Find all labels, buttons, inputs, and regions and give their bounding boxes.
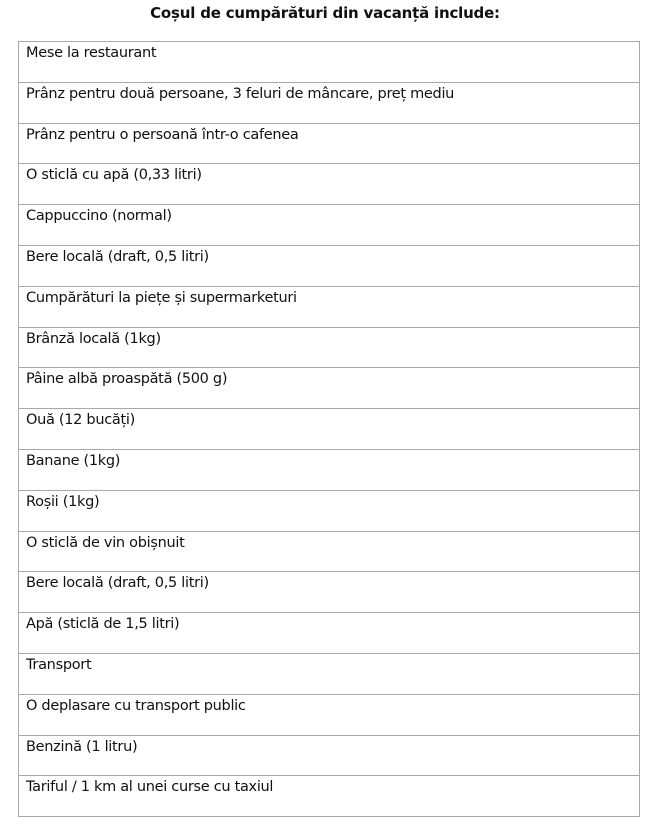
table-row [19, 409, 640, 450]
table-cell [19, 776, 640, 817]
table-row [19, 245, 640, 286]
row-text: Cumpărături la piețe și supermarketuri [26, 289, 297, 306]
document-title: Coșul de cumpărături din vacanță include: [150, 4, 500, 22]
table-cell [19, 449, 640, 490]
table-row [19, 327, 640, 368]
row-text: Prânz pentru două persoane, 3 feluri de mâncare, preț mediu [26, 85, 455, 102]
table-cell [19, 123, 640, 164]
table-cell [19, 245, 640, 286]
row-text: Bere locală (draft, 0,5 litri) [26, 575, 209, 592]
table-row [19, 164, 640, 205]
row-text: Benzină (1 litru) [26, 738, 138, 755]
table-cell [19, 490, 640, 531]
row-text: Pâine albă proaspătă (500 g) [26, 371, 228, 388]
row-text: Brânză locală (1kg) [26, 330, 161, 347]
table-cell [19, 205, 640, 246]
row-text: Banane (1kg) [26, 452, 121, 469]
row-text: Mese la restaurant [26, 45, 157, 61]
table-cell [19, 613, 640, 654]
table-row [19, 572, 640, 613]
row-text: Transport [26, 656, 92, 673]
table-cell [19, 735, 640, 776]
table-row [19, 694, 640, 735]
table-cell [19, 572, 640, 613]
table-row [19, 82, 640, 123]
table-row [19, 490, 640, 531]
table-row [19, 123, 640, 164]
table-cell [19, 531, 640, 572]
table-cell [19, 409, 640, 450]
row-text: Apă (sticlă de 1,5 litri) [26, 616, 180, 633]
row-text: Tariful / 1 km al unei curse cu taxiul [26, 779, 274, 796]
row-text: Bere locală (draft, 0,5 litri) [26, 248, 209, 265]
table-cell [19, 368, 640, 409]
table-row [19, 42, 640, 83]
shopping-basket-table [18, 41, 640, 817]
table-cell [19, 286, 640, 327]
table-row [19, 531, 640, 572]
row-text: O sticlă cu apă (0,33 litri) [26, 167, 202, 184]
table-row [19, 613, 640, 654]
table-row [19, 653, 640, 694]
row-text: O deplasare cu transport public [26, 697, 246, 714]
table-cell [19, 653, 640, 694]
table-row [19, 776, 640, 817]
table-row [19, 368, 640, 409]
table-cell [19, 327, 640, 368]
table-row [19, 449, 640, 490]
row-text: Cappuccino (normal) [26, 208, 172, 225]
table-row [19, 286, 640, 327]
table-row [19, 735, 640, 776]
row-text: Roșii (1kg) [26, 493, 100, 510]
table-cell [19, 694, 640, 735]
table-cell [19, 164, 640, 205]
table-cell [19, 42, 640, 83]
row-text: Prânz pentru o persoană într-o cafenea [26, 126, 299, 143]
table-cell [19, 82, 640, 123]
row-text: O sticlă de vin obișnuit [26, 534, 185, 551]
row-text: Ouă (12 bucăți) [26, 412, 135, 429]
table-row [19, 205, 640, 246]
